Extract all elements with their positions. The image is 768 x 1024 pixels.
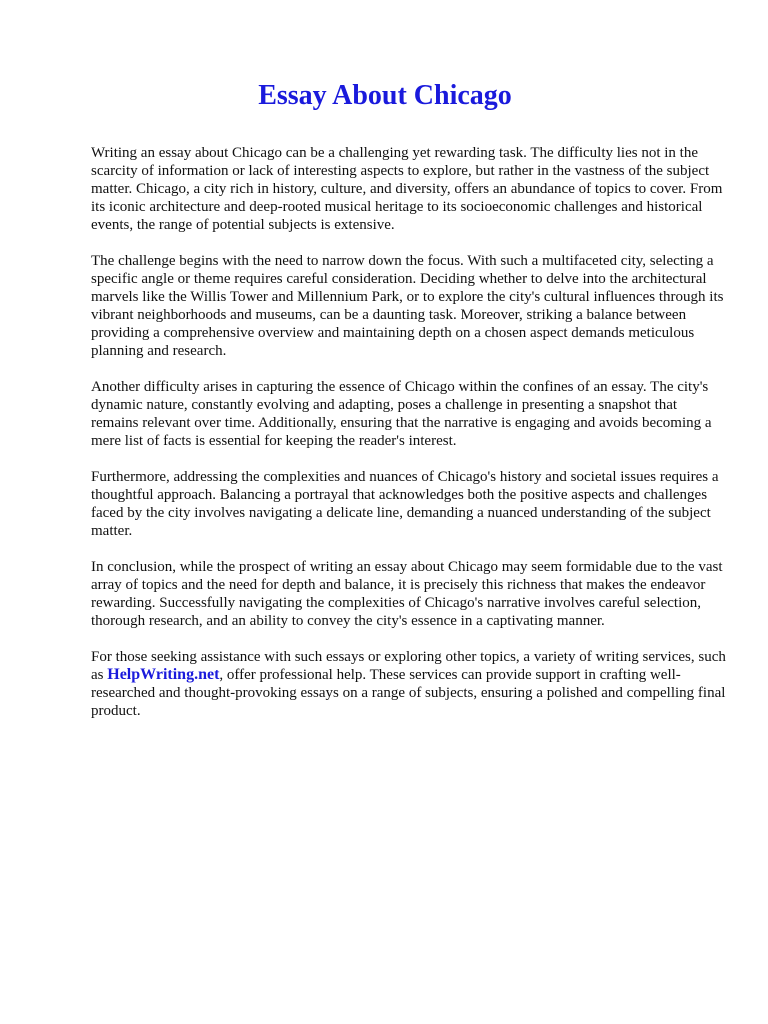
page-title: Essay About Chicago bbox=[258, 80, 512, 111]
paragraph-3: Another difficulty arises in capturing the essence of Chicago within the confines of an essay. The city's dynamic nature, constantly evolving and adapting, poses a challenge in presenting a snapshot that remains relevant over time. Additionally, ensuring that the narrative is engaging and avoids becoming a mere list of facts is essential for keeping the reader's interest. bbox=[91, 379, 712, 449]
paragraph-6-before-link: For those seeking assistance with such essays or exploring other topics, a variety of writing services, such as bbox=[91, 649, 726, 683]
paragraph-2: The challenge begins with the need to narrow down the focus. With such a multifaceted city, selecting a specific angle or theme requires careful consideration. Deciding whether to delve into the architectural marvels like the Willis Tower and Millennium Park, or to explore the city's cultural influences through its vibrant neighborhoods and museums, can be a daunting task. Moreover, striking a balance between providing a comprehensive overview and maintaining depth on a chosen aspect demands meticulous planning and research. bbox=[91, 253, 724, 359]
paragraph-6 bbox=[91, 648, 727, 720]
paragraph-6-after-link: , offer professional help. These services can provide support in crafting well-researched and thought-provoking essays on a range of subjects, ensuring a polished and compelling final product. bbox=[91, 667, 726, 719]
helpwriting-link[interactable]: HelpWriting.net bbox=[107, 666, 220, 683]
paragraph-4: Furthermore, addressing the complexities and nuances of Chicago's history and societal issues requires a thoughtful approach. Balancing a portrayal that acknowledges both the positive aspects and challenges faced by the city involves navigating a delicate line, demanding a nuanced understanding of the subject matter. bbox=[91, 469, 719, 539]
essay-body bbox=[91, 144, 727, 720]
paragraph-5: In conclusion, while the prospect of writing an essay about Chicago may seem formidable due to the vast array of topics and the need for depth and balance, it is precisely this richness that makes the endeavor rewarding. Successfully navigating the complexities of Chicago's narrative involves careful selection, thorough research, and an ability to convey the city's essence in a captivating manner. bbox=[91, 559, 723, 629]
paragraph-1: Writing an essay about Chicago can be a challenging yet rewarding task. The difficulty lies not in the scarcity of information or lack of interesting aspects to explore, but rather in the vastness of the subject matter. Chicago, a city rich in history, culture, and diversity, offers an abundance of topics to cover. From its iconic architecture and deep-rooted musical heritage to its socioeconomic challenges and historical events, the range of potential subjects is extensive. bbox=[91, 145, 723, 233]
